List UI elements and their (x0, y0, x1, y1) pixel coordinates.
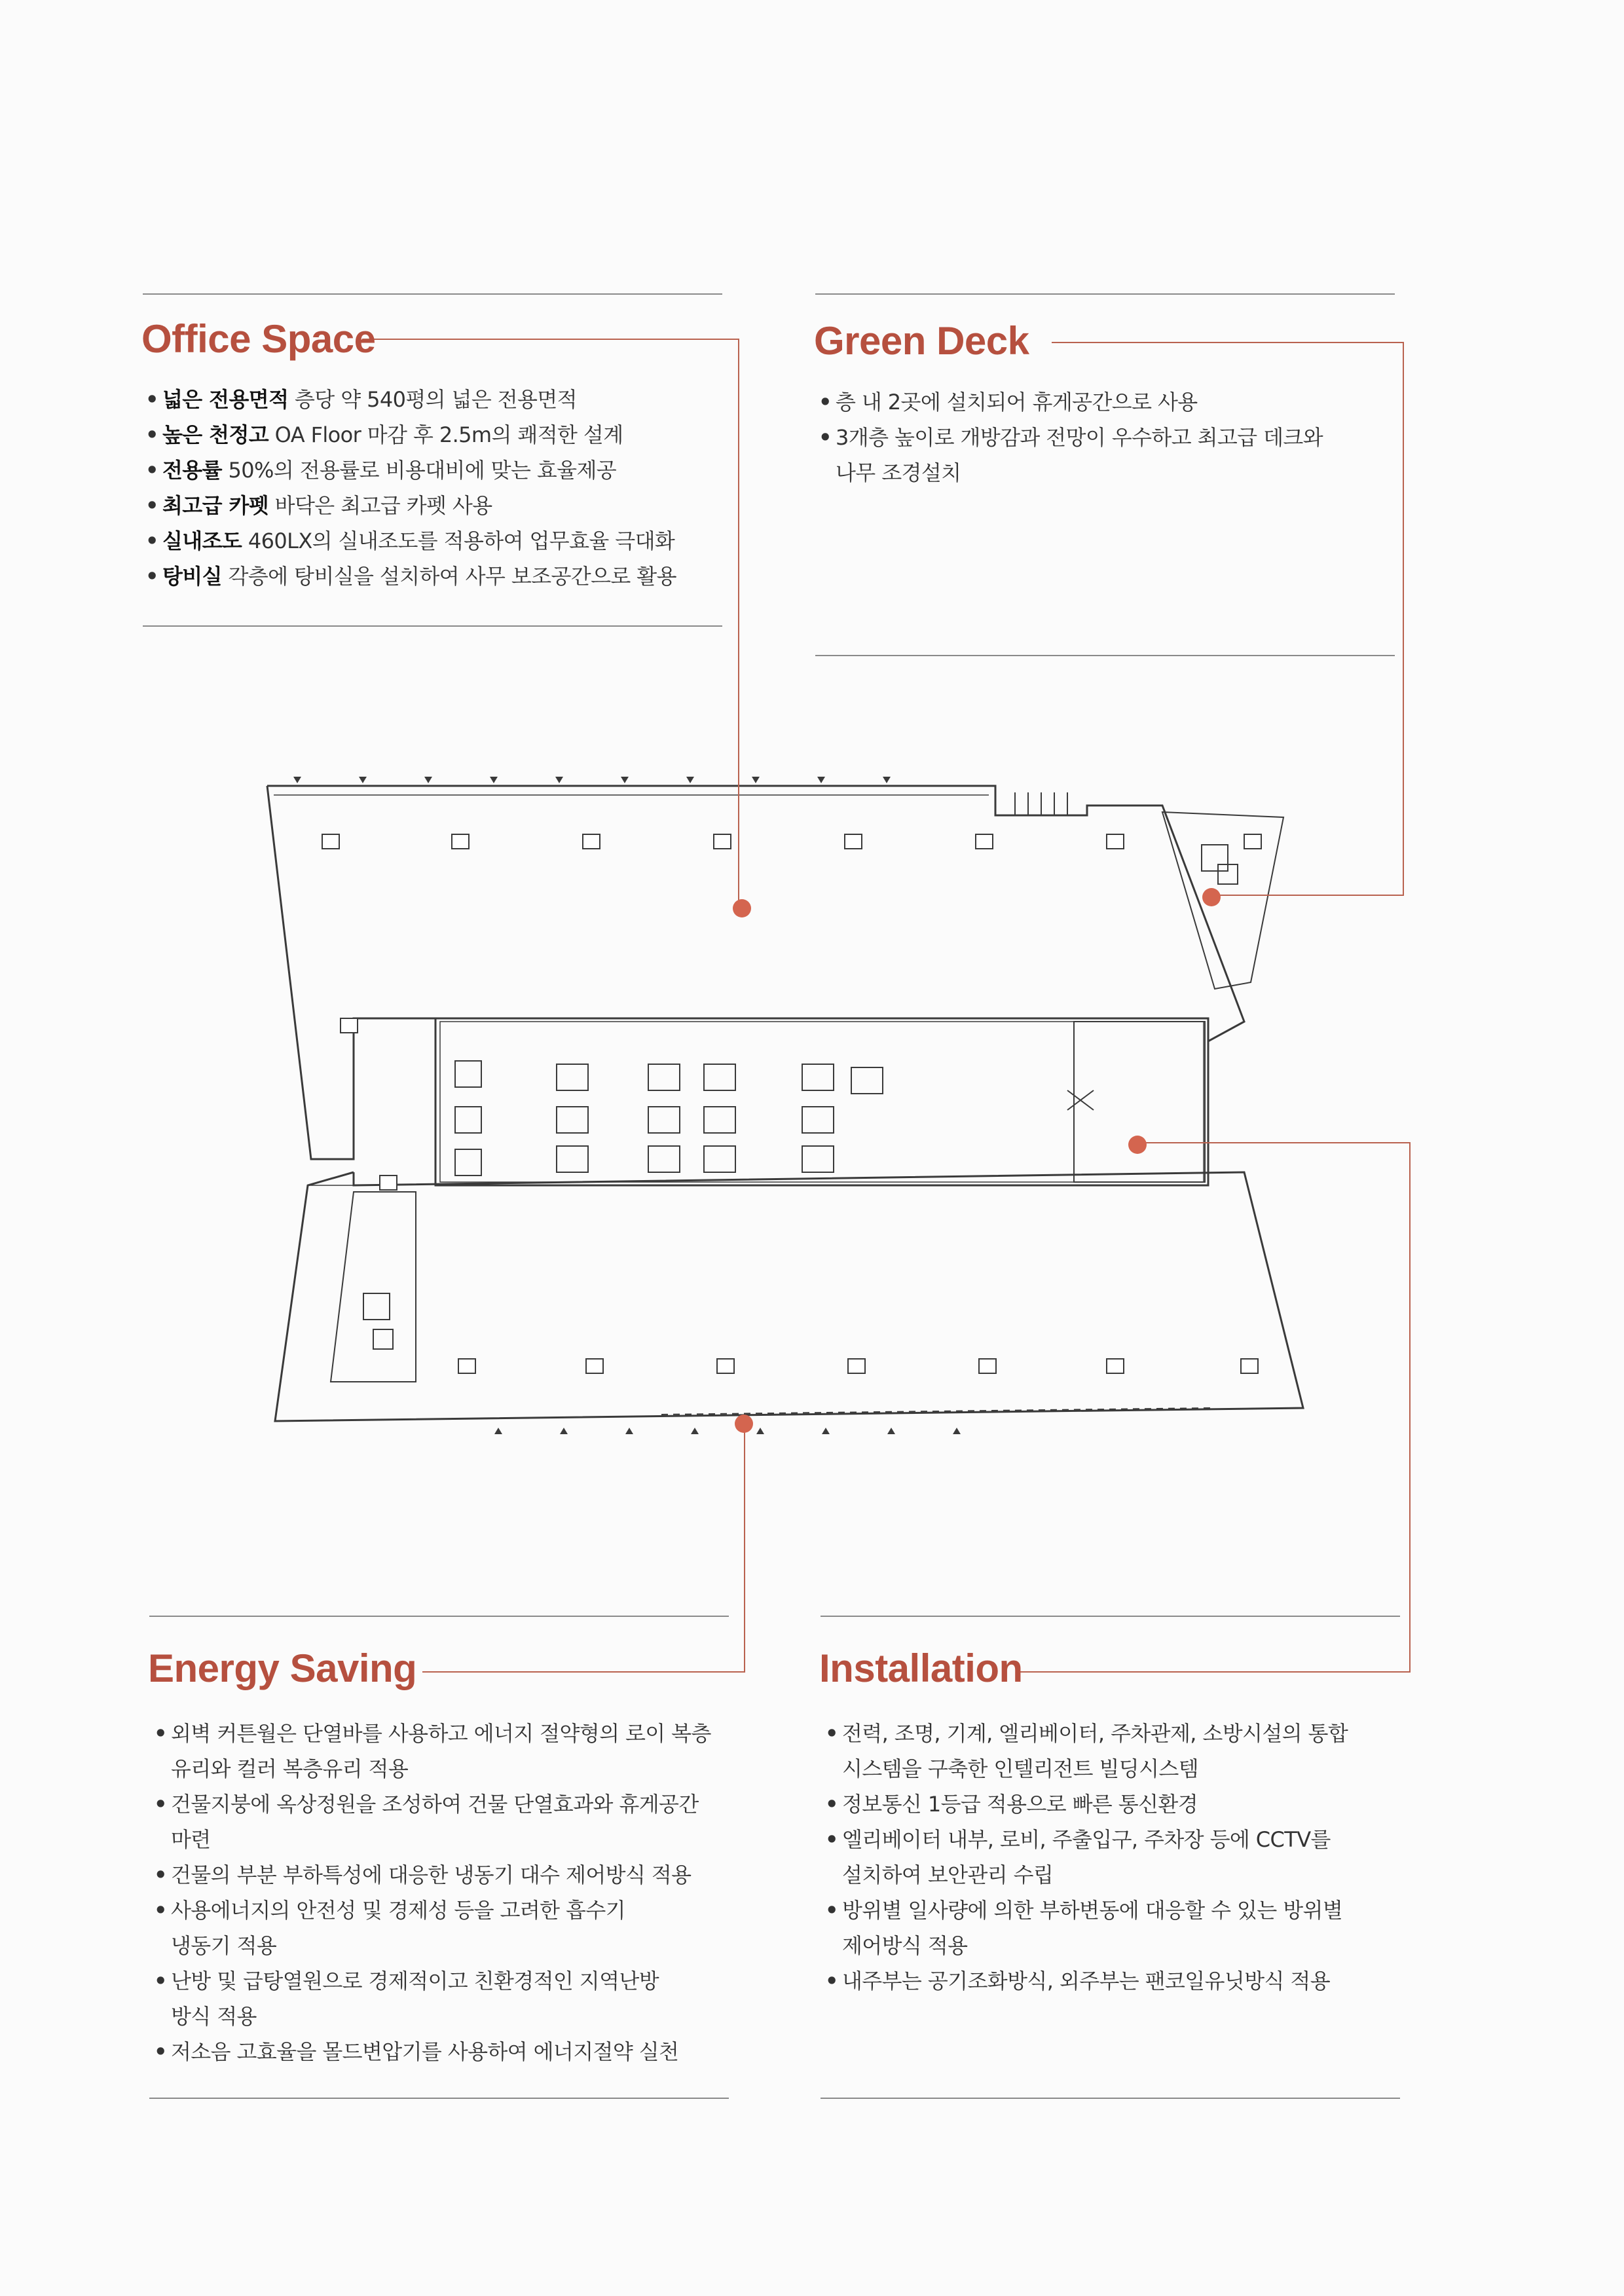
installation-top-rule (821, 1616, 1400, 1617)
list-item: • 엘리베이터 내부, 로비, 주출입구, 주차장 등에 CCTV를 설치하여 보안관리 수립 (825, 1822, 1408, 1893)
list-item: • 내주부는 공기조화방식, 외주부는 팬코일유닛방식 적용 (825, 1963, 1408, 1999)
green-deck-title: Green Deck (814, 319, 1029, 363)
list-item: • 전용률 50%의 전용률로 비용대비에 맞는 효율제공 (145, 453, 722, 488)
list-item: • 정보통신 1등급 적용으로 빠른 통신환경 (825, 1787, 1408, 1822)
list-item: • 난방 및 급탕열원으로 경제적이고 친환경적인 지역난방 방식 적용 (154, 1963, 737, 2034)
installation-title: Installation (819, 1646, 1023, 1690)
list-item: • 건물지붕에 옥상정원을 조성하여 건물 단열효과와 휴게공간 마련 (154, 1787, 737, 1857)
list-item: • 전력, 조명, 기계, 엘리베이터, 주차관제, 소방시설의 통합 시스템을 구축한 인텔리전트 빌딩시스템 (825, 1716, 1408, 1787)
green-deck-upper (1162, 812, 1283, 989)
leader-installation (1017, 1143, 1410, 1672)
green-deck-list (819, 384, 1395, 491)
energy-saving-top-rule (149, 1616, 729, 1617)
list-item: • 건물의 부분 부하특성에 대응한 냉동기 대수 제어방식 적용 (154, 1857, 737, 1893)
office-space-bottom-rule (143, 625, 722, 627)
list-item: • 최고급 카펫 바닥은 최고급 카펫 사용 (145, 488, 722, 523)
list-item: • 사용에너지의 안전성 및 경제성 등을 고려한 흡수기 냉동기 적용 (154, 1893, 737, 1963)
office-wing-lower (275, 1172, 1303, 1421)
leader-energy-saving (422, 1421, 745, 1672)
installation-bottom-rule (821, 2098, 1400, 2099)
building-core (435, 1018, 1208, 1185)
marker-green-deck (1202, 888, 1221, 906)
list-item: • 탕비실 각층에 탕비실을 설치하여 사무 보조공간으로 활용 (145, 559, 722, 594)
marker-office-space (733, 899, 751, 917)
list-item: • 3개층 높이로 개방감과 전망이 우수하고 최고급 데크와 나무 조경설치 (819, 420, 1395, 491)
list-item: • 높은 천정고 OA Floor 마감 후 2.5m의 쾌적한 설계 (145, 417, 722, 453)
green-deck-top-rule (815, 293, 1395, 295)
marker-installation (1128, 1136, 1147, 1154)
green-deck-lower (331, 1192, 416, 1382)
list-item: • 층 내 2곳에 설치되어 휴게공간으로 사용 (819, 384, 1395, 420)
energy-saving-title: Energy Saving (148, 1646, 417, 1690)
list-item: • 방위별 일사량에 의한 부하변동에 대응할 수 있는 방위별 제어방식 적용 (825, 1893, 1408, 1963)
installation-list (825, 1716, 1408, 1999)
office-space-list (145, 382, 722, 594)
energy-saving-list (154, 1716, 737, 2069)
list-item: • 외벽 커튼월은 단열바를 사용하고 에너지 절약형의 로이 복층 유리와 컬러 복층유리 적용 (154, 1716, 737, 1787)
green-deck-bottom-rule (815, 655, 1395, 656)
office-space-top-rule (143, 293, 722, 295)
office-wing-upper (267, 786, 1244, 1159)
list-item: • 넓은 전용면적 층당 약 540평의 넓은 전용면적 (145, 382, 722, 417)
office-space-title: Office Space (141, 317, 376, 361)
energy-saving-bottom-rule (149, 2098, 729, 2099)
list-item: • 저소음 고효율을 몰드변압기를 사용하여 에너지절약 실천 (154, 2034, 737, 2069)
marker-energy-saving (735, 1415, 753, 1433)
list-item: • 실내조도 460LX의 실내조도를 적용하여 업무효율 극대화 (145, 523, 722, 559)
